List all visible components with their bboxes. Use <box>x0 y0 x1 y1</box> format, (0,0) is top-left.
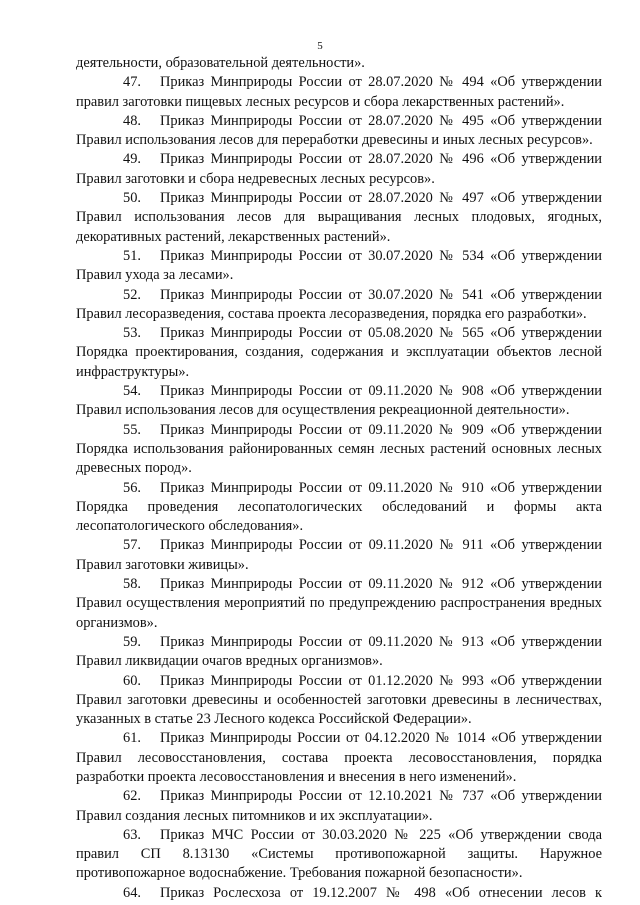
list-item-51 <box>76 247 602 286</box>
item-number: 55. <box>123 421 141 438</box>
continuation-text: деятельности, образовательной деятельности». <box>76 55 365 71</box>
item-text: Приказ Минприроды России от 09.11.2020 № 909 «Об утверждении Порядка использования районированных семян лесных растений основных лесных древесных пород». <box>76 421 602 477</box>
item-text: Приказ Минприроды России от 01.12.2020 № 993 «Об утверждении Правил заготовки древесины и особенностей заготовки древесины в лесничествах, указанных в статье 23 Лесного кодекса Российской Федерации». <box>76 672 602 728</box>
list-item-62 <box>76 787 602 826</box>
document-body <box>76 54 602 903</box>
item-number: 53. <box>123 325 141 342</box>
item-text: Приказ Минприроды России от 28.07.2020 № 494 «Об утверждении правил заготовки пищевых лесных ресурсов и сбора лекарственных растений». <box>76 74 602 110</box>
item-text: Приказ Минприроды России от 12.10.2021 № 737 «Об утверждении Правил создания лесных питомников и их эксплуатации». <box>76 788 602 824</box>
item-text: Приказ Минприроды России от 28.07.2020 № 496 «Об утверждении Правил заготовки и сбора недревесных лесных ресурсов». <box>76 151 602 187</box>
item-text: Приказ Минприроды России от 05.08.2020 № 565 «Об утверждении Порядка проектирования, создания, содержания и эксплуатации объектов лесной инфраструктуры». <box>76 325 602 380</box>
item-text: Приказ Минприроды России от 28.07.2020 № 497 «Об утверждении Правил использования лесов для выращивания лесных плодовых, ягодных, декоративных растений, лекарственных растений». <box>76 190 602 245</box>
item-number: 57. <box>123 537 141 554</box>
list-item-56 <box>76 479 602 537</box>
item-number: 49. <box>123 151 141 168</box>
item-number: 48. <box>123 112 141 129</box>
item-text: Приказ Минприроды России от 09.11.2020 № 910 «Об утверждении Порядка проведения лесопатологических обследований и формы акта лесопатологического обследования». <box>76 479 602 535</box>
item-text: Приказ Рослесхоза от 19.12.2007 № 498 «Об отнесении лесов к <box>160 884 602 901</box>
item-number: 63. <box>123 826 141 843</box>
list-item-59 <box>76 633 602 672</box>
item-text: Приказ Минприроды России от 09.11.2020 № 912 «Об утверждении Правил осуществления мероприятий по предупреждению распространения вредных организмов». <box>76 576 602 631</box>
list-item-53 <box>76 324 602 382</box>
list-item-61 <box>76 729 602 787</box>
list-item-54 <box>76 382 602 421</box>
item-number: 54. <box>123 383 141 400</box>
list-item-60 <box>76 672 602 730</box>
item-number: 60. <box>123 672 141 689</box>
item-number: 56. <box>123 479 141 496</box>
list-item-49 <box>76 150 602 189</box>
list-item-50 <box>76 189 602 247</box>
item-text: Приказ Минприроды России от 09.11.2020 № 913 «Об утверждении Правил ликвидации очагов вредных организмов». <box>76 633 602 670</box>
item-text: Приказ Минприроды России от 30.07.2020 № 541 «Об утверждении Правил лесоразведения, состава проекта лесоразведения, порядка его разработки». <box>76 286 602 322</box>
item-number: 52. <box>123 286 141 303</box>
item-number: 61. <box>123 730 141 747</box>
item-number: 59. <box>123 633 141 650</box>
item-text: Приказ Минприроды России от 09.11.2020 № 908 «Об утверждении Правил использования лесов для осуществления рекреационной деятельности». <box>76 383 602 419</box>
list-item-55 <box>76 421 602 479</box>
item-number: 64. <box>123 884 141 901</box>
item-number: 47. <box>123 74 141 91</box>
list-item-57 <box>76 536 602 575</box>
list-item-64 <box>76 884 602 903</box>
item-number: 51. <box>123 247 141 264</box>
list-item-52 <box>76 286 602 325</box>
list-item-47 <box>76 73 602 112</box>
item-number: 62. <box>123 788 141 805</box>
item-number: 58. <box>123 576 141 593</box>
list-item-58 <box>76 575 602 633</box>
item-text: Приказ Минприроды России от 04.12.2020 № 1014 «Об утверждении Правил лесовосстановления, состава проекта лесовосстановления, порядка разработки проекта лесовосстановления и внесения в него изменений». <box>76 730 602 785</box>
item-text: Приказ Минприроды России от 30.07.2020 № 534 «Об утверждении Правил ухода за лесами». <box>76 247 602 284</box>
item-text: Приказ Минприроды России от 09.11.2020 № 911 «Об утверждении Правил заготовки живицы». <box>76 537 602 573</box>
page-number: 5 <box>317 40 323 52</box>
list-item-48 <box>76 112 602 151</box>
item-text: Приказ МЧС России от 30.03.2020 № 225 «Об утверждении свода правил СП 8.13130 «Системы противопожарной защиты. Наружное противопожарное водоснабжение. Требования пожарной безопасности». <box>76 826 602 882</box>
item-number: 50. <box>123 190 141 207</box>
item-text: Приказ Минприроды России от 28.07.2020 № 495 «Об утверждении Правил использования лесов для переработки древесины и иных лесных ресурсов». <box>76 112 602 149</box>
list-item-63 <box>76 826 602 884</box>
